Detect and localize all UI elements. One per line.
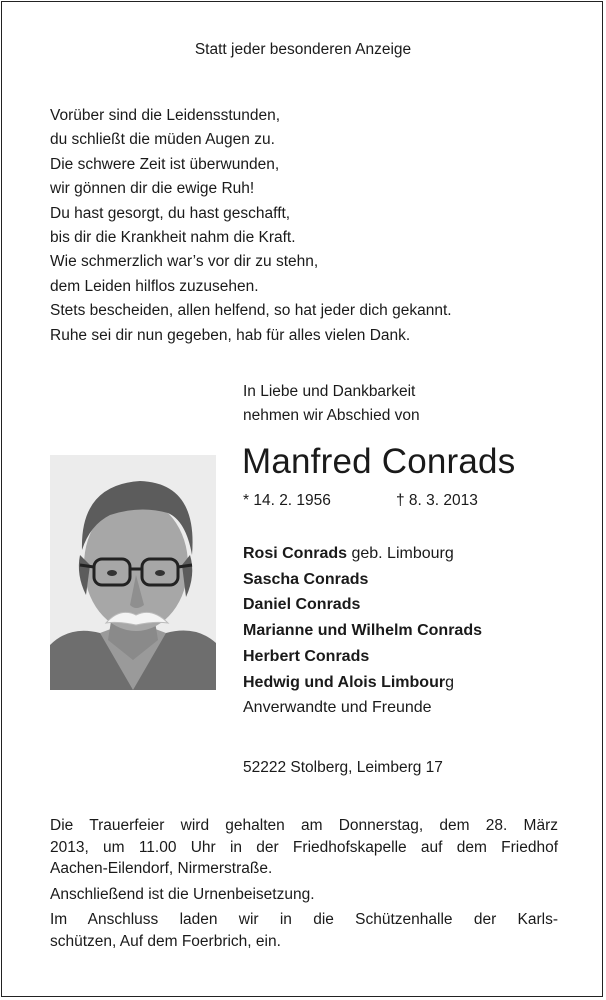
poem-line: Vorüber sind die Leidensstunden, [50,107,281,124]
poem-line: dem Leiden hilflos zuzusehen. [50,277,259,295]
poem-line: Wie schmerzlich war’s vor dir zu stehn, [50,253,319,271]
header-text: Statt jeder besonderen Anzeige [194,41,412,58]
intro-line: In Liebe und Dankbarkeit [243,383,416,400]
poem [50,104,452,348]
poem-line: Die schwere Zeit ist überwunden, [50,155,280,173]
service-line: 2013, um 11.00 Uhr in der Friedhofskapelle auf dem Friedhof [50,838,558,856]
intro-line: nehmen wir Abschied von [243,407,420,424]
address: 52222 Stolberg, Leimberg 17 [243,759,443,776]
service-line: schützen, Auf dem Foerbrich, ein. [50,932,281,950]
service-info [50,815,558,953]
service-line: Anschließend ist die Urnenbeisetzung. [50,885,315,903]
family-member: Rosi Conrads geb. Limbourg [243,545,454,562]
death-date: † 8. 3. 2013 [396,492,478,509]
family-member: Herbert Conrads [243,647,370,665]
portrait-photo [50,455,216,690]
life-dates [243,490,478,512]
family-member: Anverwandte und Freunde [243,699,432,717]
birth-date: * 14. 2. 1956 [243,492,331,509]
family-member: Marianne und Wilhelm Conrads [243,622,482,640]
portrait-illustration [50,455,216,690]
deceased-name: Manfred Conrads [242,442,516,481]
intro-text [243,380,420,428]
poem-line: Ruhe sei dir nun gegeben, hab für alles vielen Dank. [50,326,411,344]
poem-line: Stets bescheiden, allen helfend, so hat jeder dich gekannt. [50,302,452,320]
poem-line: wir gönnen dir die ewige Ruh! [50,180,255,198]
family-list [243,541,482,721]
service-line: Aachen-Eilendorf, Nirmerstraße. [50,860,273,878]
family-member: Hedwig und Alois Limbourg [243,673,454,691]
service-line: Die Trauerfeier wird gehalten am Donnerstag, dem 28. März [50,817,558,834]
family-member: Daniel Conrads [243,596,361,614]
family-member: Sascha Conrads [243,570,369,588]
service-line: Im Anschluss laden wir in die Schützenhalle der Karls- [50,911,558,929]
poem-line: Du hast gesorgt, du hast geschafft, [50,204,291,222]
poem-line: du schließt die müden Augen zu. [50,131,275,149]
poem-line: bis dir die Krankheit nahm die Kraft. [50,229,296,247]
